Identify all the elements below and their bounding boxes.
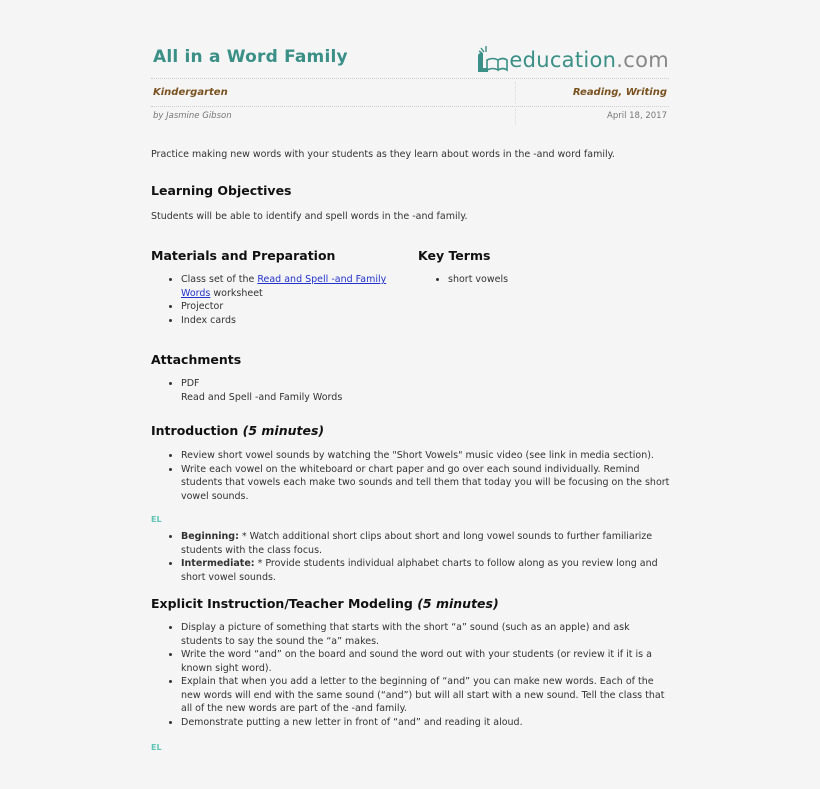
attachments-section xyxy=(151,352,669,404)
attachments-heading: Attachments xyxy=(151,352,242,367)
introduction-list xyxy=(151,449,671,503)
attachments-list xyxy=(151,377,669,404)
duration: (5 minutes) xyxy=(242,423,325,438)
book-reader-icon xyxy=(474,42,508,78)
explicit-instruction-list xyxy=(151,621,673,729)
el-tag: EL xyxy=(151,743,162,752)
attachment-type: PDF xyxy=(181,378,200,389)
duration: (5 minutes) xyxy=(417,596,499,611)
meta-divider xyxy=(515,109,516,125)
el-list xyxy=(151,530,671,584)
list-item: • Write the word “and” on the board and sound the word out with your students (or review it if it is a known sight word). xyxy=(181,648,673,675)
list-item: • short vowels xyxy=(448,273,668,287)
list-item: • Explain that when you add a letter to the beginning of “and” you can make new words. Each of the new words will end with the same sound (“and”) but will all start with a new sound. Tell the class that all of the new words are part of the -and family. xyxy=(181,675,673,716)
list-item: • Intermediate: * Provide students individual alphabet charts to follow along as you review long and short vowel sounds. xyxy=(181,557,671,584)
key-terms-heading: Key Terms xyxy=(418,248,491,263)
materials-section xyxy=(151,248,411,327)
introduction-heading: Introduction (5 minutes) xyxy=(151,423,325,438)
explicit-instruction-heading: Explicit Instruction/Teacher Modeling (5 minutes) xyxy=(151,596,499,611)
education-com-logo[interactable] xyxy=(474,44,669,76)
grade-subject-row xyxy=(151,80,669,107)
list-item: • Review short vowel sounds by watching the "Short Vowels" music video (see link in media section). xyxy=(181,449,671,463)
logo-wordmark: education.com xyxy=(509,48,669,72)
introduction-section xyxy=(151,423,669,584)
key-terms-section xyxy=(418,248,668,287)
author: by Jasmine Gibson xyxy=(153,111,232,121)
intro-text: Practice making new words with your students as they learn about words in the -and word family. xyxy=(151,149,615,160)
attachment-item[interactable] xyxy=(181,377,669,404)
materials-heading: Materials and Preparation xyxy=(151,248,336,263)
list-item: • Class set of the Read and Spell -and Family Words worksheet xyxy=(181,273,391,300)
list-item: • Display a picture of something that starts with the short “a” sound (such as an apple) and ask students to say the sound the “a” makes. xyxy=(181,621,673,648)
publish-date: April 18, 2017 xyxy=(607,111,667,121)
list-item: • Projector xyxy=(181,300,391,314)
attachment-name: Read and Spell -and Family Words xyxy=(181,391,343,403)
meta-divider xyxy=(515,82,516,104)
document-header xyxy=(151,44,669,79)
learning-objectives-heading: Learning Objectives xyxy=(151,183,292,198)
page-title: All in a Word Family xyxy=(153,47,348,67)
list-item: • Beginning: * Watch additional short clips about short and long vowel sounds to further familiarize students with the class focus. xyxy=(181,530,671,557)
el-tag: EL xyxy=(151,515,162,524)
materials-list xyxy=(151,273,391,327)
list-item: • Write each vowel on the whiteboard or chart paper and go over each sound individually. Remind students that vowels each make two sounds and tell them that today you will be focusing on the short vowel sounds. xyxy=(181,463,671,504)
list-item: • Index cards xyxy=(181,314,391,328)
grade-level: Kindergarten xyxy=(153,87,228,98)
author-date-row xyxy=(151,107,669,127)
key-terms-list xyxy=(418,273,668,287)
subjects: Reading, Writing xyxy=(572,87,667,98)
worksheet-link[interactable]: Read and Spell -and Family Words xyxy=(181,274,387,299)
learning-objectives-text: Students will be able to identify and spell words in the -and family. xyxy=(151,211,468,222)
list-item: • Demonstrate putting a new letter in front of “and” and reading it aloud. xyxy=(181,716,673,730)
explicit-instruction-section xyxy=(151,596,669,752)
